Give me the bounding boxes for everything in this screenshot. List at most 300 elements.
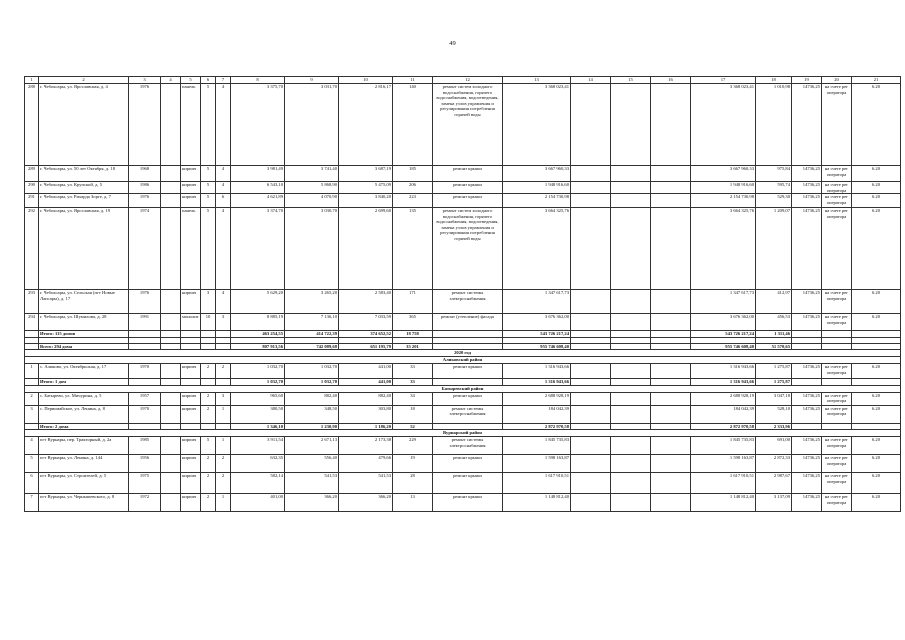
cell-entrances: 4 — [216, 166, 231, 182]
cell-residents: 52 — [393, 423, 433, 430]
cell-area_res_priv: 7 033,59 — [339, 314, 393, 331]
column-number-18: 18 — [756, 77, 792, 84]
cell-c4 — [161, 392, 181, 405]
cell-cost_total: 955 746 608,40 — [503, 343, 571, 350]
cell-residents: 18 — [393, 405, 433, 423]
cell-floors: 2 — [201, 405, 216, 423]
cell-c16 — [651, 182, 691, 194]
cell-area_res: 366,20 — [285, 494, 339, 512]
cell-area_res_priv: 303,80 — [339, 405, 393, 423]
cell-method: на счете рег оператора — [822, 84, 852, 166]
cell-limit: 14736,25 — [792, 194, 822, 208]
cell-area_res_priv: 2 699,60 — [339, 208, 393, 290]
table-row — [25, 84, 901, 166]
cell-address: пгт Вурнары, ул. Чернышевского, д. 8 — [39, 494, 129, 512]
cell-cost_owners: 1 316 943,66 — [691, 379, 756, 386]
cell-area_total: 5 629,20 — [231, 290, 285, 314]
cell-no: 6 — [25, 473, 39, 494]
cell-work: ремонт крыши — [433, 166, 503, 182]
cell-area_total: 8 885,19 — [231, 314, 285, 331]
cell-c5: кирпич — [181, 392, 201, 405]
cell-work: ремонт крыши — [433, 392, 503, 405]
cell-limit: 14736,25 — [792, 290, 822, 314]
cell-c5: кирпич — [181, 166, 201, 182]
cell-area_res_priv: 479,66 — [339, 455, 393, 473]
cell-method: на счете рег оператора — [822, 473, 852, 494]
table-row — [25, 290, 901, 314]
cell-cost_per_m2: 1 275,87 — [756, 364, 792, 379]
cell-c15 — [611, 455, 651, 473]
cell-address: г. Чебоксары, ул. Шумилова, д. 28 — [39, 314, 129, 331]
cell-method: на счете рег оператора — [822, 290, 852, 314]
cell-year: 1970 — [129, 364, 161, 379]
cell-address: Итого: 115 домов — [39, 331, 129, 338]
cell-cost_owners: 3 664 325,76 — [691, 208, 756, 290]
cell-residents: 365 — [393, 314, 433, 331]
table-row — [25, 494, 901, 512]
cell-cost_per_m2: 456,53 — [756, 314, 792, 331]
cell-c16 — [651, 392, 691, 405]
cell-year: 1976 — [129, 84, 161, 166]
cell-c15 — [611, 84, 651, 166]
cell-work: ремонт системы электроснабжения — [433, 290, 503, 314]
cell-limit: 14736,25 — [792, 473, 822, 494]
cell-c4 — [161, 166, 181, 182]
table-row — [25, 405, 901, 423]
cell-entrances: 4 — [216, 290, 231, 314]
cell-c5: кирпич — [181, 194, 201, 208]
cell-address: с. Первомайское, ул. Ленина, д. 8 — [39, 405, 129, 423]
cell-c15 — [611, 473, 651, 494]
cell-c15 — [611, 405, 651, 423]
cell-work: ремонт крыши — [433, 182, 503, 194]
cell-no: 289 — [25, 166, 39, 182]
cell-area_res: 5 868,90 — [285, 182, 339, 194]
cell-residents: 34 — [393, 392, 433, 405]
cell-c15 — [611, 182, 651, 194]
cell-entrances: 1 — [216, 405, 231, 423]
cell-no: 291 — [25, 194, 39, 208]
cell-cost_per_m2: 412,97 — [756, 290, 792, 314]
column-number-4: 4 — [161, 77, 181, 84]
cell-c4 — [161, 364, 181, 379]
cell-c14 — [571, 208, 611, 290]
cell-address: Итого: 1 дом — [39, 379, 129, 386]
cell-floors: 3 — [201, 290, 216, 314]
cell-deadline: 6.20 — [852, 473, 901, 494]
cell-cost_owners: 543 726 217,24 — [691, 331, 756, 338]
cell-entrances: 2 — [216, 364, 231, 379]
cell-area_res_priv: 441,00 — [339, 379, 393, 386]
cell-c4 — [161, 494, 181, 512]
cell-area_res: 1 230,90 — [285, 423, 339, 430]
cell-residents: 229 — [393, 437, 433, 455]
cell-cost_per_m2: 2 872,33 — [756, 455, 792, 473]
cell-area_res_priv: 2 816,17 — [339, 84, 393, 166]
cell-area_res_priv: 882,40 — [339, 392, 393, 405]
cell-area_res_priv: 651 195,79 — [339, 343, 393, 350]
cell-work: ремонт крыши — [433, 194, 503, 208]
page-number: 49 — [449, 40, 456, 47]
cell-cost_owners: 184 042,39 — [691, 405, 756, 423]
column-number-row — [25, 77, 901, 84]
cell-floors: 5 — [201, 437, 216, 455]
cell-floors: 2 — [201, 455, 216, 473]
cell-area_res: 3 031,70 — [285, 84, 339, 166]
cell-floors: 5 — [201, 182, 216, 194]
cell-year: 1972 — [129, 494, 161, 512]
cell-cost_total: 3 667 960,33 — [503, 166, 571, 182]
cell-c4 — [161, 437, 181, 455]
cell-cost_per_m2: 1 010,98 — [756, 84, 792, 166]
cell-cost_per_m2: 691,00 — [756, 437, 792, 455]
column-number-19: 19 — [792, 77, 822, 84]
cell-floors: 2 — [201, 364, 216, 379]
cell-c16 — [651, 84, 691, 166]
cell-area_res_priv: 3 840,20 — [339, 194, 393, 208]
cell-c14 — [571, 494, 611, 512]
cell-area_res: 3 265,20 — [285, 290, 339, 314]
section-title: Батыревский район — [25, 385, 901, 392]
cell-limit: 14736,25 — [792, 437, 822, 455]
cell-floors: 5 — [201, 194, 216, 208]
cell-area_total: 6 543,10 — [231, 182, 285, 194]
cell-area_res: 556,40 — [285, 455, 339, 473]
cell-c5: кирпич — [181, 405, 201, 423]
cell-deadline: 6.20 — [852, 314, 901, 331]
cell-method: на счете рег оператора — [822, 405, 852, 423]
cell-area_res: 3 030,70 — [285, 208, 339, 290]
cell-c5: монолит — [181, 314, 201, 331]
cell-entrances: 4 — [216, 208, 231, 290]
cell-cost_total: 1 347 617,73 — [503, 290, 571, 314]
cell-entrances: 3 — [216, 392, 231, 405]
capital-repair-register-table — [24, 76, 901, 512]
cell-area_total: 965,60 — [231, 392, 285, 405]
cell-c4 — [161, 314, 181, 331]
cell-area_total: 1 032,70 — [231, 364, 285, 379]
cell-c15 — [611, 166, 651, 182]
cell-no: 4 — [25, 437, 39, 455]
cell-floors: 5 — [201, 208, 216, 290]
cell-c15 — [611, 494, 651, 512]
cell-work: ремонт систем холодного водоснабжения, горячего водоснабжения, водоотведения, замена узлов управления и регулирования потребления горячей воды — [433, 84, 503, 166]
cell-c14 — [571, 364, 611, 379]
cell-c16 — [651, 194, 691, 208]
cell-c16 — [651, 364, 691, 379]
cell-area_total: 4 621,89 — [231, 194, 285, 208]
cell-c14 — [571, 437, 611, 455]
cell-c5: кирпич — [181, 437, 201, 455]
cell-c4 — [161, 194, 181, 208]
cell-cost_per_m2: 3 047,18 — [756, 392, 792, 405]
cell-address: г. Чебоксары, ул. Крупской, д. 5 — [39, 182, 129, 194]
cell-no: 1 — [25, 364, 39, 379]
column-number-11: 11 — [393, 77, 433, 84]
cell-limit: 14736,25 — [792, 84, 822, 166]
cell-entrances: 6 — [216, 194, 231, 208]
cell-cost_owners: 2 688 928,19 — [691, 392, 756, 405]
cell-entrances: 4 — [216, 182, 231, 194]
column-number-15: 15 — [611, 77, 651, 84]
cell-cost_owners: 1 948 916,60 — [691, 182, 756, 194]
cell-area_total: 380,50 — [231, 405, 285, 423]
cell-year: 1970 — [129, 405, 161, 423]
cell-c14 — [571, 166, 611, 182]
cell-method: на счете рег оператора — [822, 494, 852, 512]
cell-floors: 2 — [201, 494, 216, 512]
cell-deadline: 6.20 — [852, 208, 901, 290]
cell-floors: 2 — [201, 392, 216, 405]
cell-deadline: 6.20 — [852, 194, 901, 208]
cell-deadline: 6.20 — [852, 392, 901, 405]
cell-address: с. Аликово, ул. Октябрьская, д. 17 — [39, 364, 129, 379]
cell-cost_owners: 2 872 970,58 — [691, 423, 756, 430]
cell-cost_per_m2: 1 209,07 — [756, 208, 792, 290]
column-number-6: 6 — [201, 77, 216, 84]
cell-c4 — [161, 290, 181, 314]
cell-address: г. Чебоксары, ул. Сельская (пгт Новые Лапсары), д. 17 — [39, 290, 129, 314]
cell-c15 — [611, 194, 651, 208]
cell-entrances: 3 — [216, 314, 231, 331]
table-row — [25, 166, 901, 182]
cell-no: 3 — [25, 405, 39, 423]
column-number-16: 16 — [651, 77, 691, 84]
cell-work: ремонт крыши — [433, 494, 503, 512]
cell-address: Итого: 2 дома — [39, 423, 129, 430]
cell-year: 1956 — [129, 455, 161, 473]
cell-c14 — [571, 392, 611, 405]
cell-entrances: 1 — [216, 494, 231, 512]
cell-floors: 5 — [201, 84, 216, 166]
cell-residents: 140 — [393, 84, 433, 166]
cell-residents: 33 — [393, 379, 433, 386]
cell-limit: 14736,25 — [792, 392, 822, 405]
cell-no: 290 — [25, 182, 39, 194]
cell-cost_per_m2: 51 570,65 — [756, 343, 792, 350]
cell-cost_total: 1 316 943,66 — [503, 364, 571, 379]
cell-cost_owners: 3 368 023,41 — [691, 84, 756, 166]
cell-area_res: 3 741,40 — [285, 166, 339, 182]
cell-c5: панель — [181, 84, 201, 166]
cell-cost_total: 2 154 730,98 — [503, 194, 571, 208]
column-number-13: 13 — [503, 77, 571, 84]
column-number-10: 10 — [339, 77, 393, 84]
section-title: Аликовский район — [25, 357, 901, 364]
cell-c14 — [571, 84, 611, 166]
cell-cost_per_m2: 2 333,96 — [756, 423, 792, 430]
cell-no: 2 — [25, 392, 39, 405]
cell-no: 5 — [25, 455, 39, 473]
cell-c15 — [611, 208, 651, 290]
cell-area_res_priv: 5 475,09 — [339, 182, 393, 194]
cell-area_res: 414 722,39 — [285, 331, 339, 338]
cell-entrances: 2 — [216, 473, 231, 494]
cell-deadline: 6.20 — [852, 182, 901, 194]
cell-area_res: 882,40 — [285, 392, 339, 405]
cell-c14 — [571, 290, 611, 314]
cell-floors: 10 — [201, 314, 216, 331]
cell-year: 1968 — [129, 166, 161, 182]
column-number-14: 14 — [571, 77, 611, 84]
cell-method: на счете рег оператора — [822, 166, 852, 182]
cell-address: г. Чебоксары, ул. 50 лет Октября, д. 18 — [39, 166, 129, 182]
cell-c16 — [651, 437, 691, 455]
cell-area_res: 742 089,68 — [285, 343, 339, 350]
cell-work: ремонт системы электроснабжения — [433, 437, 503, 455]
cell-area_res: 4 070,90 — [285, 194, 339, 208]
cell-limit: 14736,25 — [792, 314, 822, 331]
section-heading-row — [25, 350, 901, 357]
cell-c14 — [571, 405, 611, 423]
column-number-1: 1 — [25, 77, 39, 84]
cell-residents: 206 — [393, 182, 433, 194]
cell-c16 — [651, 166, 691, 182]
cell-c14 — [571, 194, 611, 208]
cell-area_res: 1 032,70 — [285, 364, 339, 379]
table-row — [25, 437, 901, 455]
cell-year: 1986 — [129, 182, 161, 194]
cell-area_res_priv: 2 173,38 — [339, 437, 393, 455]
section-heading-row — [25, 357, 901, 364]
column-number-17: 17 — [691, 77, 756, 84]
cell-method: на счете рег оператора — [822, 437, 852, 455]
cell-area_total: 3 911,54 — [231, 437, 285, 455]
cell-area_total: 401,00 — [231, 494, 285, 512]
cell-cost_owners: 3 667 960,33 — [691, 166, 756, 182]
cell-c4 — [161, 182, 181, 194]
cell-c4 — [161, 84, 181, 166]
section-title: 2020 год — [25, 350, 901, 357]
cell-c14 — [571, 314, 611, 331]
cell-cost_per_m2: 595,74 — [756, 182, 792, 194]
cell-method: на счете рег оператора — [822, 455, 852, 473]
table-row — [25, 208, 901, 290]
cell-deadline: 6.20 — [852, 405, 901, 423]
cell-residents: 33 — [393, 364, 433, 379]
cell-deadline: 6.20 — [852, 455, 901, 473]
cell-address: Всего: 294 дома — [39, 343, 129, 350]
cell-c15 — [611, 437, 651, 455]
cell-limit: 14736,25 — [792, 166, 822, 182]
cell-cost_per_m2: 3 137,09 — [756, 494, 792, 512]
cell-cost_total: 1 598 163,87 — [503, 455, 571, 473]
cell-area_total: 1 032,70 — [231, 379, 285, 386]
cell-cost_total: 2 688 928,19 — [503, 392, 571, 405]
cell-cost_total: 1 316 943,66 — [503, 379, 571, 386]
cell-cost_total: 184 042,39 — [503, 405, 571, 423]
cell-c4 — [161, 208, 181, 290]
cell-area_total: 463 254,55 — [231, 331, 285, 338]
cell-area_total: 807 913,56 — [231, 343, 285, 350]
cell-c15 — [611, 290, 651, 314]
cell-no: 288 — [25, 84, 39, 166]
cell-address: г. Чебоксары, ул. Рихарда Зорге, д. 7 — [39, 194, 129, 208]
cell-c16 — [651, 494, 691, 512]
cell-c14 — [571, 473, 611, 494]
cell-cost_total: 1 845 735,83 — [503, 437, 571, 455]
cell-year: 1976 — [129, 290, 161, 314]
column-number-8: 8 — [231, 77, 285, 84]
cell-c5: кирпич — [181, 455, 201, 473]
cell-method: на счете рег оператора — [822, 364, 852, 379]
cell-limit: 14736,25 — [792, 208, 822, 290]
table-row — [25, 455, 901, 473]
cell-cost_total: 3 676 362,00 — [503, 314, 571, 331]
cell-area_total: 3 375,70 — [231, 84, 285, 166]
cell-cost_owners: 955 746 608,40 — [691, 343, 756, 350]
cell-deadline: 6.20 — [852, 364, 901, 379]
cell-residents: 18 758 — [393, 331, 433, 338]
cell-cost_total: 543 726 217,24 — [503, 331, 571, 338]
cell-deadline: 6.20 — [852, 290, 901, 314]
cell-residents: 35 201 — [393, 343, 433, 350]
cell-cost_owners: 3 676 362,00 — [691, 314, 756, 331]
cell-area_res: 541,53 — [285, 473, 339, 494]
cell-limit: 14736,25 — [792, 455, 822, 473]
cell-area_res: 2 671,13 — [285, 437, 339, 455]
cell-cost_per_m2: 975,84 — [756, 166, 792, 182]
cell-year: 1976 — [129, 194, 161, 208]
cell-area_total: 3 374,70 — [231, 208, 285, 290]
cell-address: с. Батырево, ул. Мичурина, д. 5 — [39, 392, 129, 405]
column-number-5: 5 — [181, 77, 201, 84]
cell-cost_per_m2: 529,30 — [756, 194, 792, 208]
cell-cost_owners: 1 617 910,51 — [691, 473, 756, 494]
cell-cost_total: 1 617 910,51 — [503, 473, 571, 494]
table-row — [25, 182, 901, 194]
table-row — [25, 364, 901, 379]
cell-residents: 13 — [393, 494, 433, 512]
cell-deadline: 6.20 — [852, 166, 901, 182]
cell-c5: кирпич — [181, 473, 201, 494]
cell-c14 — [571, 455, 611, 473]
cell-work: ремонт (утепление) фасада — [433, 314, 503, 331]
cell-cost_per_m2: 2 987,67 — [756, 473, 792, 494]
cell-residents: 223 — [393, 194, 433, 208]
cell-residents: 135 — [393, 208, 433, 290]
cell-c16 — [651, 405, 691, 423]
cell-c4 — [161, 473, 181, 494]
cell-c16 — [651, 314, 691, 331]
column-number-7: 7 — [216, 77, 231, 84]
table-row — [25, 194, 901, 208]
cell-c4 — [161, 455, 181, 473]
cell-year: 1975 — [129, 473, 161, 494]
cell-floors: 2 — [201, 473, 216, 494]
cell-work: ремонт системы электроснабжения — [433, 405, 503, 423]
cell-cost_total: 3 664 325,76 — [503, 208, 571, 290]
cell-area_total: 632,35 — [231, 455, 285, 473]
cell-residents: 19 — [393, 455, 433, 473]
cell-c4 — [161, 405, 181, 423]
cell-method: на счете рег оператора — [822, 314, 852, 331]
cell-area_total: 582,14 — [231, 473, 285, 494]
cell-limit: 14736,25 — [792, 494, 822, 512]
cell-area_res_priv: 441,00 — [339, 364, 393, 379]
cell-c15 — [611, 392, 651, 405]
column-number-21: 21 — [852, 77, 901, 84]
cell-cost_total: 1 148 812,40 — [503, 494, 571, 512]
cell-cost_per_m2: 1 275,87 — [756, 379, 792, 386]
cell-entrances: 4 — [216, 84, 231, 166]
cell-deadline: 6.20 — [852, 437, 901, 455]
cell-entrances: 2 — [216, 455, 231, 473]
cell-cost_total: 1 948 916,60 — [503, 182, 571, 194]
cell-address: г. Чебоксары, ул. Ярославская, д. 4 — [39, 84, 129, 166]
section-heading-row — [25, 430, 901, 437]
cell-c16 — [651, 290, 691, 314]
